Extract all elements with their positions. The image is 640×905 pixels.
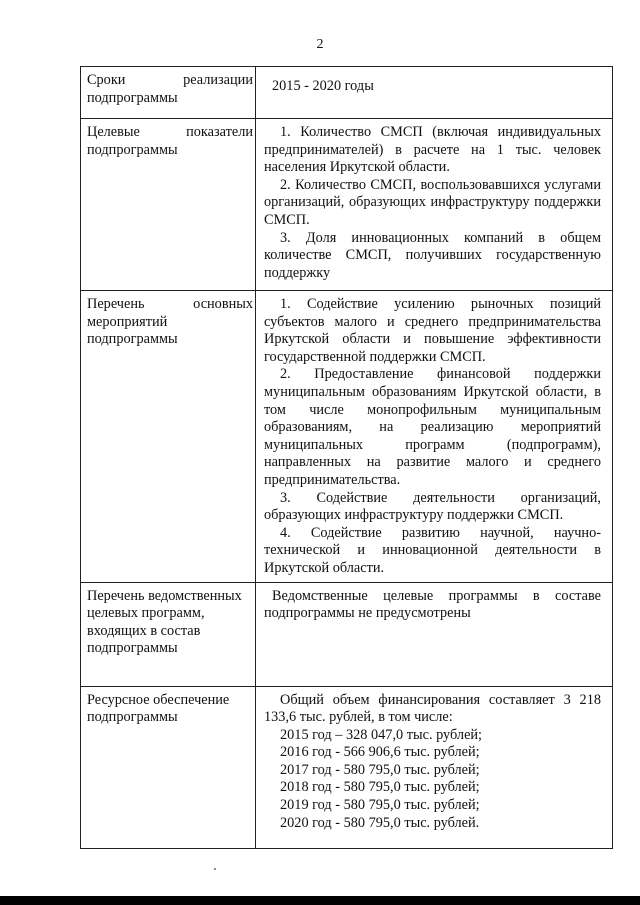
measures-label: Перечень основных мероприятий подпрограммы <box>87 296 253 348</box>
label-cell-programs <box>81 582 256 686</box>
table-row-programs <box>81 582 613 686</box>
funding-year-2019: 2019 год - 580 795,0 тыс. рублей; <box>280 797 480 814</box>
programs-label: Перечень ведомственных целевых программ, входящих в состав подпрограммы <box>87 587 242 657</box>
value-cell-terms <box>256 67 613 119</box>
table-row-targets <box>81 119 613 291</box>
resources-intro: Общий объем финансирования составляет 3 218 133,6 тыс. рублей, в том числе: <box>264 691 601 726</box>
table-row-measures <box>81 291 613 583</box>
table-row-terms <box>81 67 613 119</box>
page-number: 2 <box>316 37 324 52</box>
measure-item-1: 1. Содействие усилению рыночных позиций субъектов малого и среднего предпринимательства Иркутской области и повышение эффективности государственной поддержки СМСП. <box>264 296 601 365</box>
value-cell-measures <box>256 291 613 583</box>
measure-item-2: 2. Предоставление финансовой поддержки муниципальным образованиям Иркутской области, в том числе монопрофильным муниципальным образованиям, на реализацию мероприятий муниципальных программ (подпрограмм), направленных на развитие малого и среднего предпринимательства. <box>264 366 601 488</box>
funding-year-2015: 2015 год – 328 047,0 тыс. рублей; <box>280 726 483 743</box>
value-cell-programs <box>256 582 613 686</box>
terms-label: Сроки реализации подпрограммы <box>87 72 253 106</box>
funding-year-2017: 2017 год - 580 795,0 тыс. рублей; <box>280 761 480 778</box>
target-item-1: 1. Количество СМСП (включая индивидуальных предпринимателей) в расчете на 1 тыс. человек населения Иркутской области. <box>264 124 601 176</box>
label-cell-terms <box>81 67 256 119</box>
value-cell-targets <box>256 119 613 291</box>
terms-value: 2015 - 2020 годы <box>272 78 374 94</box>
targets-label: Целевые показатели подпрограммы <box>87 124 253 158</box>
scan-speck <box>214 868 216 870</box>
measure-item-3: 3. Содействие деятельности организаций, образующих инфраструктуру поддержки СМСП. <box>264 489 601 524</box>
funding-year-2020: 2020 год - 580 795,0 тыс. рублей. <box>280 814 480 831</box>
label-cell-resources <box>81 686 256 848</box>
target-item-3: 3. Доля инновационных компаний в общем количестве СМСП, получивших государственную поддержку <box>264 229 601 281</box>
scan-bottom-edge <box>0 896 640 905</box>
resources-label: Ресурсное обеспечение подпрограммы <box>87 691 230 726</box>
subprogram-passport-table <box>80 66 613 849</box>
funding-year-2018: 2018 год - 580 795,0 тыс. рублей; <box>280 779 480 796</box>
label-cell-targets <box>81 119 256 291</box>
measure-item-4: 4. Содействие развитию научной, научно-технической и инновационной деятельности в Иркутской области. <box>264 524 601 576</box>
target-item-2: 2. Количество СМСП, воспользовавшихся услугами организаций, образующих инфраструктуру поддержки СМСП. <box>264 176 601 228</box>
value-cell-resources <box>256 686 613 848</box>
table-row-resources <box>81 686 613 848</box>
programs-value: Ведомственные целевые программы в составе подпрограммы не предусмотрены <box>264 587 601 622</box>
label-cell-measures <box>81 291 256 583</box>
funding-year-2016: 2016 год - 566 906,6 тыс. рублей; <box>280 744 480 761</box>
